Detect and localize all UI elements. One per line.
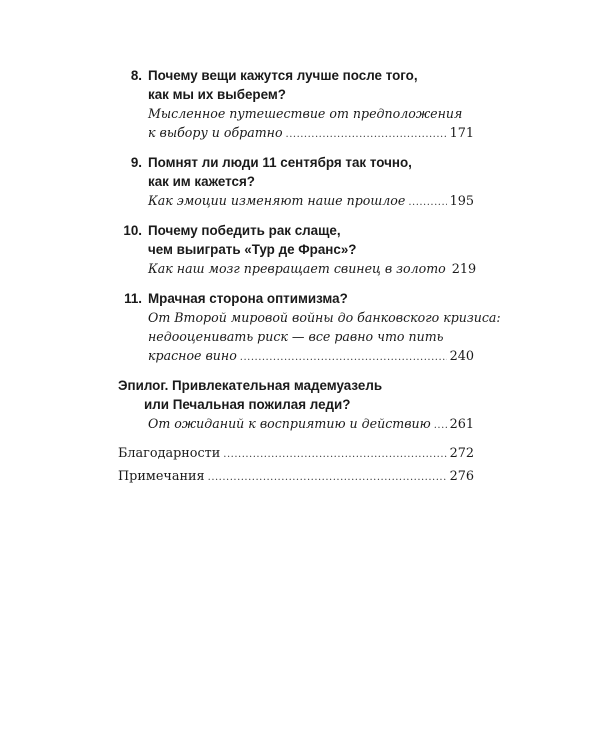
chapter-title-line: чем выиграть «Тур де Франс»? bbox=[148, 242, 357, 257]
chapter-title-line: Помнят ли люди 11 сентября так точно, bbox=[148, 155, 412, 170]
chapter-subtitle bbox=[118, 104, 474, 144]
chapter-subtitle bbox=[118, 191, 474, 212]
epilogue-title-line: Эпилог. Привлекательная мадемуазель bbox=[118, 378, 383, 393]
chapter-title bbox=[118, 153, 474, 191]
toc-chapter-11[interactable] bbox=[118, 289, 501, 367]
epilogue-title-line: или Печальная пожилая леди? bbox=[144, 397, 351, 412]
chapter-number: 10. bbox=[123, 223, 142, 238]
page-number: 272 bbox=[449, 446, 474, 461]
epilogue-subtitle bbox=[118, 414, 474, 435]
toc-epilogue[interactable] bbox=[118, 376, 474, 435]
chapter-subtitle bbox=[118, 259, 477, 280]
chapter-number: 8. bbox=[130, 68, 142, 83]
chapter-title-line: Почему победить рак слаще, bbox=[148, 223, 341, 238]
chapter-number: 9. bbox=[130, 155, 142, 170]
chapter-subtitle-line: Как эмоции изменяют наше прошлое bbox=[148, 193, 406, 208]
toc-notes[interactable] bbox=[118, 467, 474, 487]
toc-entry-label: Примечания bbox=[118, 469, 205, 484]
dot-leader bbox=[408, 193, 446, 212]
dot-leader bbox=[286, 125, 447, 144]
epilogue-title bbox=[118, 376, 474, 414]
chapter-title-line: Почему вещи кажутся лучше после того, bbox=[148, 68, 418, 83]
dot-leader bbox=[223, 445, 446, 464]
page-number: 240 bbox=[449, 349, 474, 364]
toc-acknowledgements[interactable] bbox=[118, 444, 474, 464]
toc-chapter-9[interactable] bbox=[118, 153, 474, 212]
page-number: 171 bbox=[449, 126, 474, 141]
page-number: 219 bbox=[451, 262, 477, 277]
chapter-title-line: как им кажется? bbox=[148, 174, 255, 189]
toc-entry-label: Благодарности bbox=[118, 446, 221, 461]
chapter-title bbox=[118, 221, 474, 259]
chapter-title-line: как мы их выберем? bbox=[148, 87, 286, 102]
epilogue-subtitle-line: От ожиданий к восприятию и действию bbox=[148, 416, 431, 431]
chapter-subtitle-line: к выбору и обратно bbox=[148, 125, 283, 140]
toc-chapter-10[interactable] bbox=[118, 221, 477, 280]
chapter-title-line: Мрачная сторона оптимизма? bbox=[148, 291, 348, 306]
chapter-title bbox=[118, 289, 474, 308]
chapter-subtitle-line: От Второй мировой войны до банковского кризиса: bbox=[148, 310, 501, 325]
toc-chapter-8[interactable] bbox=[118, 66, 474, 144]
chapter-subtitle-line: Мысленное путешествие от предположения bbox=[148, 106, 463, 121]
page-number: 195 bbox=[449, 194, 474, 209]
chapter-title bbox=[118, 66, 474, 104]
table-of-contents bbox=[118, 66, 501, 487]
chapter-number: 11. bbox=[124, 291, 142, 306]
dot-leader bbox=[434, 416, 447, 435]
chapter-subtitle-line: красное вино bbox=[148, 348, 237, 363]
page-number: 261 bbox=[449, 417, 474, 432]
chapter-subtitle-line: Как наш мозг превращает свинец в золото bbox=[148, 261, 446, 276]
page-number: 276 bbox=[449, 469, 474, 484]
dot-leader bbox=[208, 468, 447, 487]
chapter-subtitle-line: недооценивать риск — все равно что пить bbox=[148, 329, 444, 344]
dot-leader bbox=[240, 348, 447, 367]
chapter-subtitle bbox=[118, 308, 501, 367]
